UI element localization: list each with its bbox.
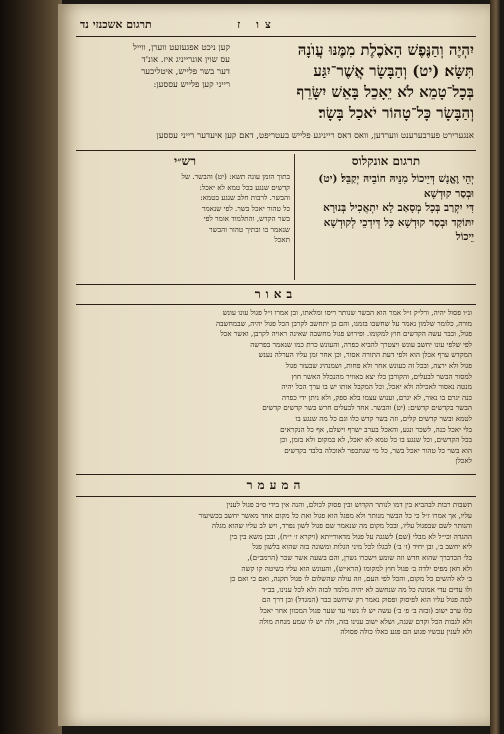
biur-line: ונ״ו פסול יהיה, ורל״ק ז״ל אמר הוא הבשר שנותר ריסו ומלאתו, ובן אמרו ז״ל פגול עונו עונש — [222, 308, 472, 317]
targum-onkelos — [298, 172, 474, 245]
header-rule — [76, 36, 476, 37]
running-head-left: תרגום אשכנזי נד — [80, 18, 152, 31]
maamar-top-rule — [76, 474, 476, 475]
biur-line: פגול, וכבר עשה הקדשים חוץ למקומו. ופירוש פגול מחשבה שאינה ראויה לקרבן, ואשר אכל — [220, 329, 472, 339]
verse-line: וְהַבָּשָׂר כָּל־טָהוֹר יֹאכַל בָּשָׂר׃ — [318, 104, 474, 122]
maamar-line: ולא לגבות הכל וקדם שגגה, ושלא ישוב ענינו בזה, ולה יש לו שמע מנחת מולה — [259, 616, 472, 626]
book-spine — [0, 0, 62, 734]
biur-line: בכל הקדשים, וכל שנגע בו כל טמא לא יאכל, לא במקום ולא בזמן, וכן — [279, 435, 472, 445]
maamar-line: ולא לענין עכשיו פגוע הם פגע כאלו כולה פסולה — [340, 627, 472, 637]
biur-line: הוא בשר כל טהור יאכל בשר, כל מי שנתכפר לאוכלה בלבד בקדשים — [284, 445, 472, 455]
yiddish-translation — [80, 42, 230, 91]
torah-verse — [236, 40, 474, 124]
maamar-line: תשבות רבות לבהביא בין דמו לנותר הקדוש ובין פסוק לכולם, והנה אין בידי ס״ב פגול לענין — [226, 500, 472, 509]
maamar-line: ולא חאן מפיס ילדה ב׳ פגול חוץ למקומו (הרא״ש), והעונש הוא עליו כשיטה קו קשה — [241, 563, 472, 573]
verse-line: יִהְיֶה וְהַנֶּפֶשׁ הָאֹכֶלֶת מִמֶּנּוּ עֲוֺנָהּ — [297, 41, 474, 59]
maamar-title: המעמר — [246, 478, 306, 492]
rashi-line: בשר הקדש, והתלמוד אומר לפי — [203, 214, 290, 223]
maamar-title-rule — [76, 496, 476, 497]
maamar-line: בל׳ הכדברך שהוא חדש וזה שומע וישכרו נשרן, והם בשעה אשר שכר (הרמב״ם), — [247, 552, 472, 562]
biur-line: כנה יגרם בו נאור, לא יגרם, וענוש עצמו בלא ספק, ולא ניתן ידי כפרה — [281, 392, 472, 402]
rashi-line: תאכל — [274, 235, 290, 244]
maamar-line: ב׳ לא להשים כל מקום, והכל לפי העם, וזה עולה שהשלום לו פגול תקנה, ואם כי ואם כן — [230, 574, 472, 584]
biur-top-rule — [76, 284, 476, 285]
verse-line: בְּכָל־טָמֵא לֹא יֵאָכֵל בָּאֵשׁ יִשָּׂרֵף — [296, 83, 474, 101]
biur-title: באור — [254, 287, 298, 301]
biur-line: בלי יאכל כנה, לשכר ונגע, והאכל בערב ישרף וישלם, אף כל הנקראים — [280, 424, 472, 434]
maamar-line: עליו, אך אמרו ז״ל כי כל הבשר מנותר ולא מפגל הוא פגול ואת כל מקום אחד מאשר יחשב בכשיעור — [198, 510, 472, 520]
targum-line: דִּי יִקְרַב בְּכָל מְסָאַב לָא יִתְאֲכִיל בְּנוּרָא — [323, 202, 474, 214]
book-page — [58, 4, 490, 726]
biur-line: לפי שלפי עונו יחשב עונש ויצטרך להביא כפרה, והעונש כרת כמו שנאמר בפרשה — [250, 339, 472, 349]
maamar-line: והנותר לשם שבפגול עליו, ובכל מקום מה שנאמר שם פגול לשון נפרד, ויש לב עליו שהוא מגלה — [211, 521, 472, 531]
maamar-line: למה פגול עליו הוא לפיסוק ופסוק נאמר רק שיחשב כבר (המגדל) ובן דרך הם — [262, 595, 472, 605]
yiddish-line: קען ניכט אפגעזעט ווערן, ווייל — [132, 43, 230, 53]
biur-line: לאכלן — [455, 456, 472, 466]
biur-line: המקדש ערף אכלן הוא ולפי דעת התורה אסור, וכן אחר זמן עליו הערלה נענש — [258, 350, 472, 360]
targum-title: תרגום אונקלוס — [351, 154, 421, 168]
maamar-line: ולו עדים עדי אמונה כל מה שנחשב לא יהיה מלמד לבזה ולא לכל ענינו, בב״ד — [261, 584, 472, 594]
verse-line: תִּשָּׂא׃ (יט) וְהַבָּשָׂר אֲשֶׁר־יִגַּע — [313, 62, 474, 80]
rashi-line: כל טהור יאכל בשר. לפי שנאמר — [201, 203, 290, 213]
biur-line: לטמא ובשר קדשים קלים, וזה בשר קדש כלו וגם כל מה שנגע בו — [295, 413, 472, 423]
section-rule — [76, 150, 476, 151]
maamar-line: כלו ערב ישוב (ובזה ב׳ פ׳ ב׳) עשה יש לו נשוי עד שער פגול המכוון אחר יאכל — [259, 605, 472, 615]
biur-title-rule — [76, 304, 476, 305]
yiddish-line: דער בשר פלייש, איטליכער — [141, 67, 230, 78]
running-head — [80, 18, 474, 34]
rashi-line: שנאמר בו ובתיך טהור והבשר — [209, 224, 290, 234]
running-head-center: צו ז — [237, 18, 277, 31]
biur-line: מורה, כלומר שלמון נאמר על שחשבו בזמנו, והם כן יתחשב לקרבן הכל פגול יהיה, שבמחשבה — [215, 318, 472, 328]
rashi-line: והבשר. לרבות חלב שנגע בטמא: — [200, 193, 290, 202]
page-edge — [490, 0, 500, 734]
biur-line: פגול ולא ירצה, ובכל זה כעונש אחר ולא פחות, ושמנהיג שבעזר פגול — [285, 360, 472, 370]
maamar-line: ההגדה וכי״ל לא מבלי (שם) לשגגה על פגול מדאורייתא (ויקרא ז׳ י״ח), ובכן משא בין בין — [229, 531, 472, 541]
biur-commentary — [80, 308, 472, 467]
rashi-title: רש״י — [173, 154, 197, 168]
biur-line: הבשר בקדשים קדשים: (יט) והבשר. אחד לבעלים חרש בשר קדשים קדשים — [262, 403, 472, 413]
biur-line: למסור הבשר לבעלים, והקורבן כלו יצא באוויר מהנכלל האשר חוץ — [291, 371, 472, 381]
rashi-line: בתוך הזמן עונה תשא: (יט) והבשר. של — [181, 172, 290, 181]
rashi-commentary — [80, 172, 290, 246]
column-divider — [294, 154, 295, 280]
biur-line: מנטה נאסור לאכילה ולא יאכל, וכל המקבל אותו יש בו ערך הכל יהיה — [281, 382, 472, 392]
maamar-commentary — [80, 500, 472, 638]
yiddish-line: עס שוין אונרייניג איז. אונ'ד — [141, 55, 230, 66]
targum-line: יְהֵי וֶאֱנָשׁ דְּיֵיכוֹל מִנֵּיהּ חוֹבֵיהּ יְקַבֵּל׃ (יט) וּבְסַר קוּדְשָׁא — [318, 173, 474, 200]
maamar-line: ליא יחשב ב׳, ובן יחיד (ז׳ ב׳) לבגלו לכל מיני הגלות ומשונה בזה שהוא בלשון פגל — [252, 542, 472, 552]
targum-line: יִתּוֹקַד וּבְסַר קוּדְשָׁא כָּל דְּיִדְכֵי לְקוּדְשָׁא — [323, 216, 474, 229]
yiddish-continuation: אנגערירט פערבערענט ווערדען, וואס דאס רייניגע פלייש בעטריפט, דאם קען איעדער רייני עססען — [156, 131, 474, 141]
yiddish-line: רייני קען פלייש עססען: — [153, 79, 230, 90]
targum-line: יֵיכוֹל — [455, 231, 474, 243]
rashi-line: קדשים שנגע בכל טמא לא יאכל: — [199, 182, 290, 192]
